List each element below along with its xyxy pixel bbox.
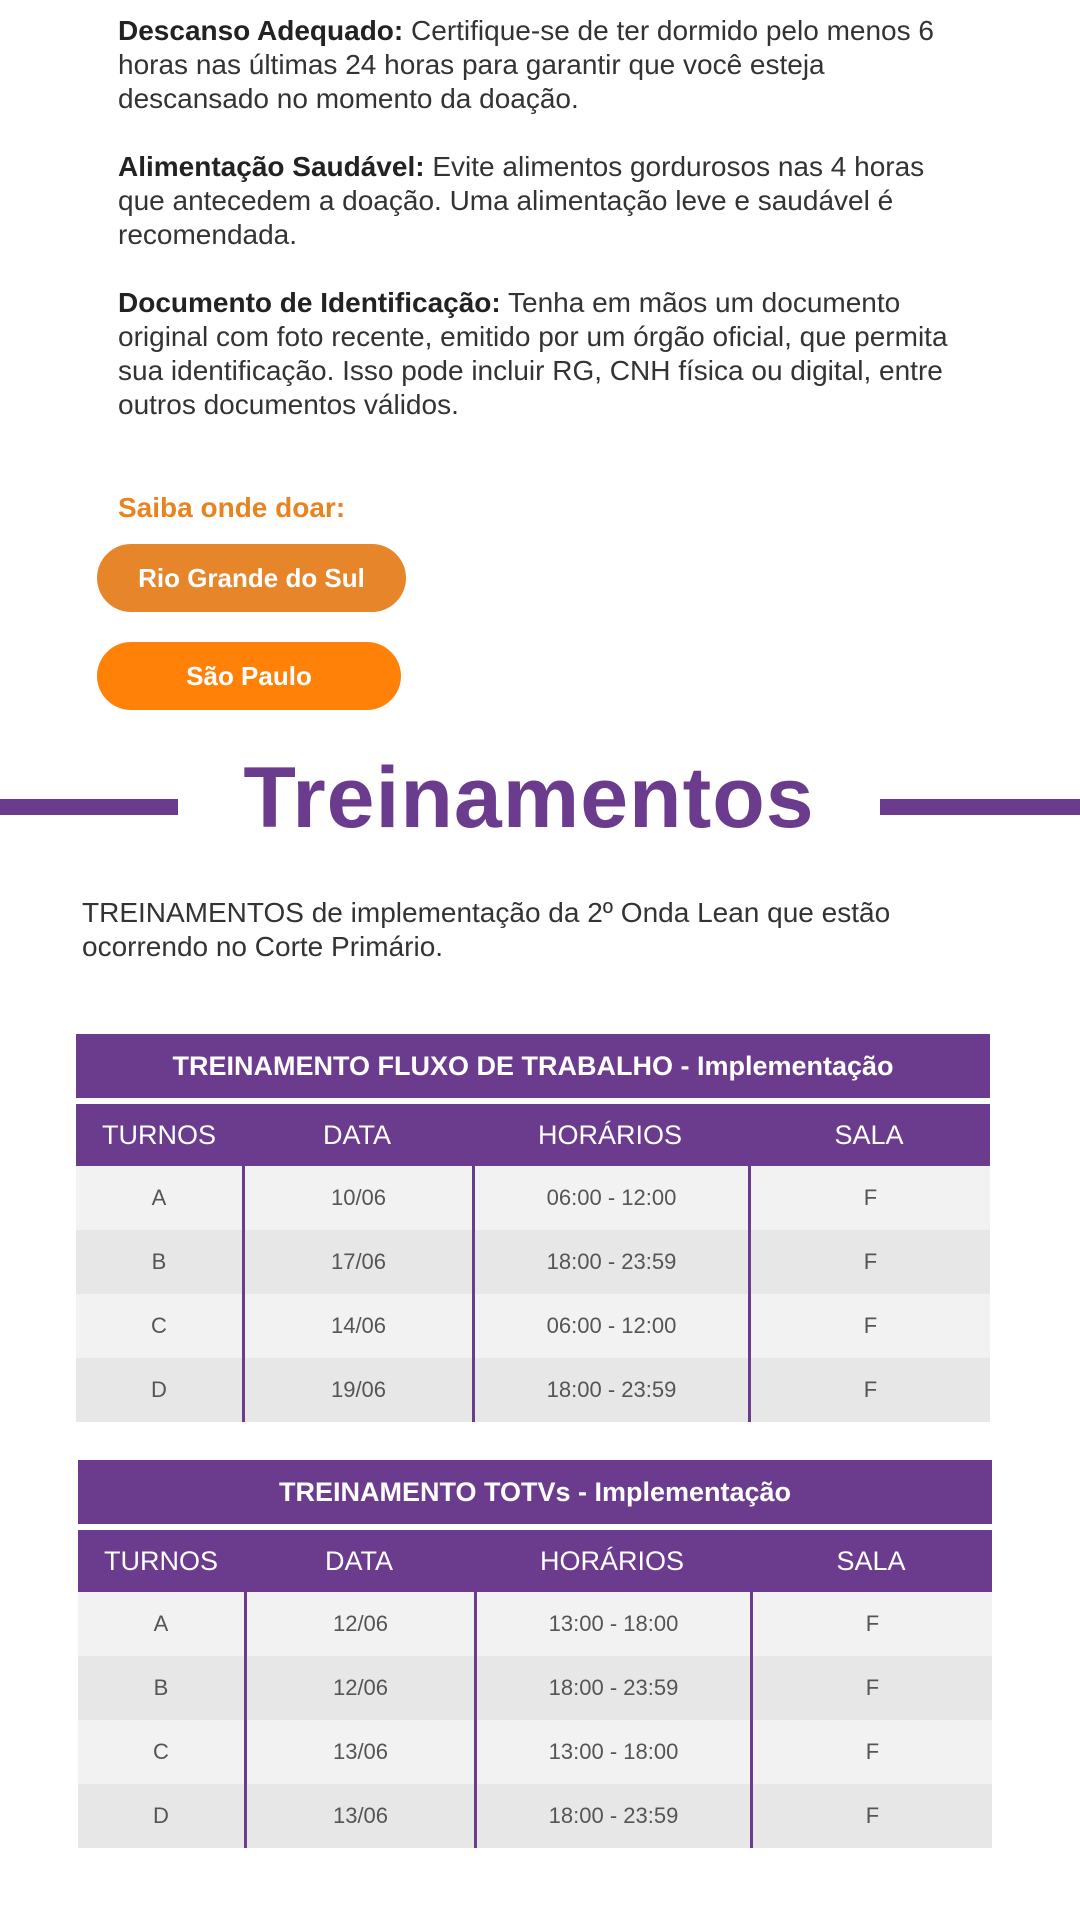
cell-sala: F bbox=[748, 1230, 990, 1294]
header-horarios: HORÁRIOS bbox=[537, 1119, 683, 1150]
cell-data: 12/06 bbox=[244, 1656, 474, 1720]
cell-horario: 18:00 - 23:59 bbox=[472, 1230, 748, 1294]
cell-turno: C bbox=[151, 1313, 167, 1338]
donate-heading: Saiba onde doar: bbox=[118, 492, 346, 523]
requirement-title: Documento de Identificação: bbox=[118, 287, 501, 318]
header-data: DATA bbox=[322, 1119, 391, 1150]
cell-sala: F bbox=[748, 1358, 990, 1422]
cell-data: 19/06 bbox=[242, 1358, 472, 1422]
title-divider-left bbox=[0, 799, 178, 815]
section-title: Treinamentos bbox=[243, 750, 815, 846]
requirement-food bbox=[118, 150, 958, 252]
header-data: DATA bbox=[324, 1545, 393, 1576]
cell-horario: 13:00 - 18:00 bbox=[474, 1592, 750, 1656]
sao-paulo-button[interactable]: São Paulo bbox=[97, 642, 401, 710]
cell-data: 14/06 bbox=[242, 1294, 472, 1358]
table-header-row bbox=[78, 1530, 992, 1592]
cell-data: 13/06 bbox=[244, 1720, 474, 1784]
table-row bbox=[76, 1230, 990, 1294]
cell-turno: B bbox=[153, 1675, 169, 1700]
header-sala: SALA bbox=[836, 1545, 906, 1576]
cell-data: 10/06 bbox=[242, 1166, 472, 1230]
requirement-text: Evite alimentos gordurosos nas 4 horas que antecedem a doação. Uma alimentação leve e saudável é recomendada. bbox=[118, 151, 925, 250]
cell-sala: F bbox=[750, 1720, 992, 1784]
table-row bbox=[78, 1784, 992, 1848]
requirement-title: Descanso Adequado: bbox=[118, 15, 404, 46]
cell-horario: 06:00 - 12:00 bbox=[472, 1294, 748, 1358]
table-row bbox=[76, 1358, 990, 1422]
table-title: TREINAMENTO TOTVs - Implementação bbox=[78, 1460, 992, 1524]
cell-horario: 18:00 - 23:59 bbox=[474, 1656, 750, 1720]
cell-horario: 18:00 - 23:59 bbox=[472, 1358, 748, 1422]
table-row bbox=[78, 1720, 992, 1784]
cell-sala: F bbox=[750, 1784, 992, 1848]
cell-data: 12/06 bbox=[244, 1592, 474, 1656]
header-horarios: HORÁRIOS bbox=[539, 1545, 685, 1576]
cell-turno: B bbox=[151, 1249, 167, 1274]
cell-sala: F bbox=[748, 1166, 990, 1230]
requirement-document bbox=[118, 286, 958, 422]
training-table-totvs bbox=[78, 1460, 992, 1848]
section-intro: TREINAMENTOS de implementação da 2º Onda Lean que estão ocorrendo no Corte Primário. bbox=[82, 897, 891, 962]
table-row bbox=[76, 1166, 990, 1230]
requirement-text: Certifique-se de ter dormido pelo menos 6 horas nas últimas 24 horas para garantir que você esteja descansado no momento da doação. bbox=[118, 15, 934, 114]
cell-turno: D bbox=[151, 1377, 167, 1402]
cell-horario: 18:00 - 23:59 bbox=[474, 1784, 750, 1848]
cell-horario: 06:00 - 12:00 bbox=[472, 1166, 748, 1230]
cell-data: 17/06 bbox=[242, 1230, 472, 1294]
cell-turno: C bbox=[153, 1739, 169, 1764]
header-turnos: TURNOS bbox=[104, 1545, 218, 1576]
requirement-text: Tenha em mãos um documento original com foto recente, emitido por um órgão oficial, que permita sua identificação. Isso pode incluir RG, CNH física ou digital, entre outros documentos válidos. bbox=[118, 287, 948, 420]
cell-turno: A bbox=[153, 1611, 169, 1636]
cell-horario: 13:00 - 18:00 bbox=[474, 1720, 750, 1784]
header-sala: SALA bbox=[834, 1119, 904, 1150]
title-divider-right bbox=[880, 799, 1080, 815]
cell-sala: F bbox=[750, 1656, 992, 1720]
table-row bbox=[76, 1294, 990, 1358]
header-turnos: TURNOS bbox=[102, 1119, 216, 1150]
cell-sala: F bbox=[748, 1294, 990, 1358]
table-header-row bbox=[76, 1104, 990, 1166]
cell-turno: D bbox=[153, 1803, 169, 1828]
table-row bbox=[78, 1592, 992, 1656]
cell-turno: A bbox=[151, 1185, 167, 1210]
training-table-workflow bbox=[76, 1034, 990, 1422]
requirement-title: Alimentação Saudável: bbox=[118, 151, 425, 182]
cell-sala: F bbox=[750, 1592, 992, 1656]
requirement-rest bbox=[118, 14, 958, 116]
cell-data: 13/06 bbox=[244, 1784, 474, 1848]
table-title: TREINAMENTO FLUXO DE TRABALHO - Implementação bbox=[76, 1034, 990, 1098]
table-row bbox=[78, 1656, 992, 1720]
rio-grande-do-sul-button[interactable]: Rio Grande do Sul bbox=[97, 544, 406, 612]
